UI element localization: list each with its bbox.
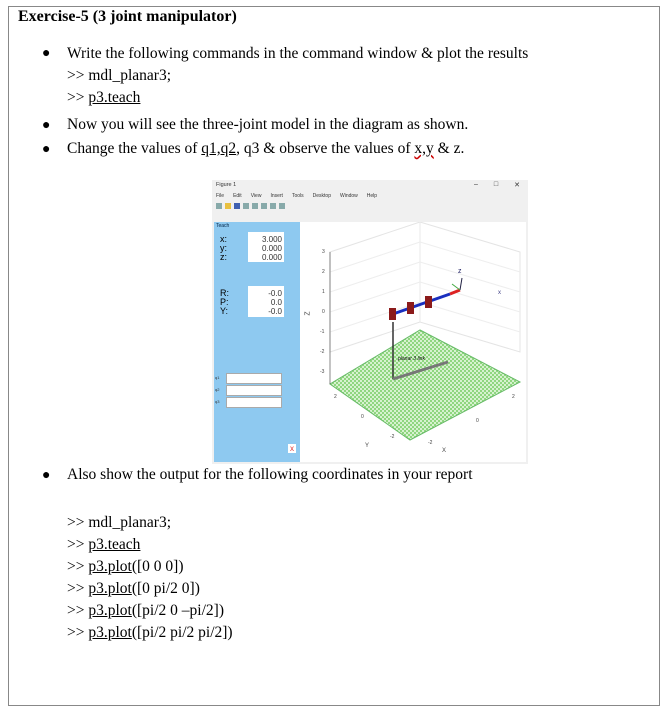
command-line: >> mdl_planar3;: [67, 67, 172, 84]
figure-title: Figure 1: [216, 182, 237, 188]
command-line: >> p3.plot([0 0 0]): [67, 558, 184, 575]
command-line: >> p3.plot([pi/2 pi/2 pi/2]): [67, 624, 233, 641]
command-line: >> p3.plot([0 pi/2 0]): [67, 580, 200, 597]
z-readout: 0.000: [250, 253, 284, 262]
instruction-3: Change the values of q1,q2, q3 & observe the values of x,y & z.: [67, 140, 465, 157]
command-line: >> p3.teach: [67, 89, 141, 106]
minimize-icon: –: [473, 181, 478, 188]
q1-slider: [226, 373, 282, 384]
teach-panel: Teach x: 3.000 y: 0.000 z: 0.000 R: -0.0 P: 0.0 Y: -0.0 q1 q2 q3 x: [214, 222, 300, 462]
command-line: >> p3.teach: [67, 536, 141, 553]
bullet-icon: ●: [42, 118, 51, 133]
x-readout: 3.000: [250, 235, 284, 244]
maximize-icon: □: [493, 181, 499, 188]
robot-label: planar 3 link: [398, 356, 425, 362]
pitch-readout: 0.0: [250, 298, 284, 307]
instruction-4: Also show the output for the following coordinates in your report: [67, 466, 473, 483]
instruction-2: Now you will see the three-joint model in the diagram as shown.: [67, 116, 469, 133]
robot-plot: 3 2 1 0 -1 -2 -3 Z 2 0 -2 Y -2 0 2 X planar 3 link z x: [300, 222, 526, 462]
command-line: >> p3.plot([pi/2 0 –pi/2]): [67, 602, 224, 619]
bullet-icon: ●: [42, 142, 51, 157]
y-readout: 0.000: [250, 244, 284, 253]
close-icon: ✕: [514, 182, 520, 189]
yaw-readout: -0.0: [250, 307, 284, 316]
figure-menu: File Edit View Insert Tools Desktop Window Help: [216, 193, 378, 199]
matlab-figure-screenshot: [212, 180, 528, 464]
instruction-1: Write the following commands in the command window & plot the results: [67, 45, 529, 62]
close-teach-button: x: [290, 444, 294, 453]
bullet-icon: ●: [42, 46, 51, 61]
exercise-title: Exercise-5 (3 joint manipulator): [18, 8, 237, 25]
figure-toolbar: [216, 203, 285, 209]
command-line: >> mdl_planar3;: [67, 514, 172, 531]
q3-slider: [226, 397, 282, 408]
roll-readout: -0.0: [250, 289, 284, 298]
bullet-icon: ●: [42, 468, 51, 483]
q2-slider: [226, 385, 282, 396]
